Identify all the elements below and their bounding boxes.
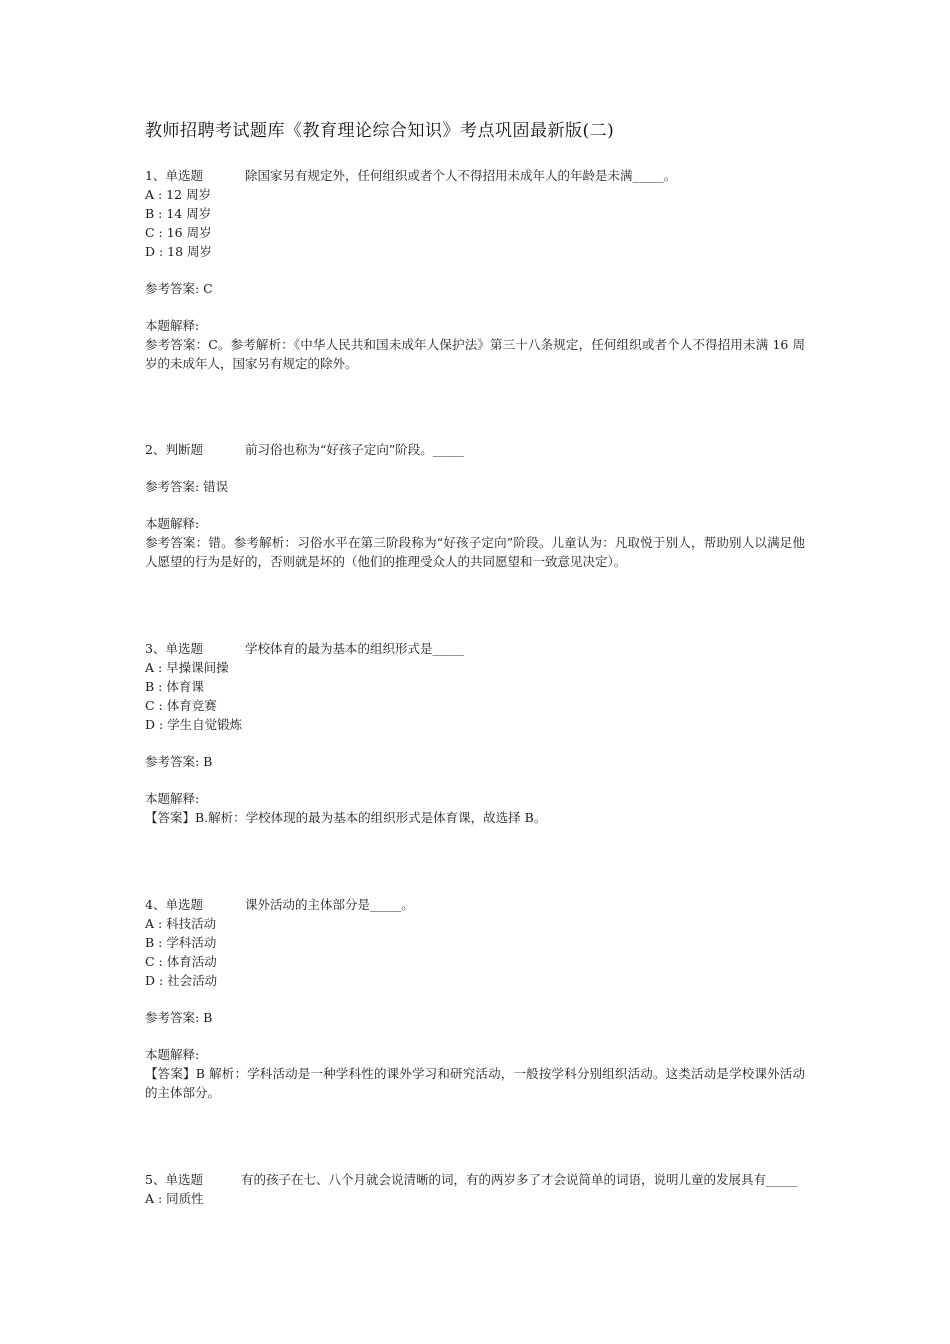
question-stem: 课外活动的主体部分是_____。 [244, 897, 414, 912]
question-3 [145, 639, 805, 827]
option-d: D : 18 周岁 [145, 244, 213, 259]
question-header [145, 895, 805, 914]
option-c: C : 体育竞赛 [145, 698, 217, 713]
question-4 [145, 895, 805, 1102]
question-header [145, 1170, 805, 1189]
question-type: 2、判断题 [145, 442, 203, 457]
explanation-heading: 本题解释: [145, 516, 200, 531]
option-b: B : 14 周岁 [145, 206, 212, 221]
question-type: 5、单选题 [145, 1172, 203, 1187]
explanation-heading: 本题解释: [145, 318, 200, 333]
option-a: A : 12 周岁 [145, 187, 212, 202]
explanation-heading: 本题解释: [145, 1047, 200, 1062]
explanation-text: 【答案】B 解析：学科活动是一种学科性的课外学习和研究活动，一般按学科分别组织活动。这类活动是学校课外活动的主体部分。 [145, 1066, 805, 1100]
question-stem: 除国家另有规定外，任何组织或者个人不得招用未成年人的年龄是未满_____。 [244, 168, 677, 183]
question-stem: 有的孩子在七、八个月就会说清晰的词，有的两岁多了才会说简单的词语，说明儿童的发展具有_____ [241, 1172, 798, 1187]
question-header [145, 639, 805, 658]
question-stem: 学校体育的最为基本的组织形式是_____ [244, 641, 464, 656]
question-type: 4、单选题 [145, 897, 203, 912]
question-1 [145, 166, 805, 373]
page-title: 教师招聘考试题库《教育理论综合知识》考点巩固最新版(二) [145, 121, 615, 141]
option-b: B : 体育课 [145, 679, 204, 694]
question-5 [145, 1170, 805, 1208]
question-header [145, 166, 805, 185]
explanation-text: 参考答案：错。参考解析：习俗水平在第三阶段称为“好孩子定向”阶段。儿童认为：凡取悦于别人，帮助别人以满足他人愿望的行为是好的，否则就是坏的（他们的推理受众人的共同愿望和一致意见决定）。 [145, 535, 805, 569]
question-type: 1、单选题 [145, 168, 203, 183]
option-a: A : 早操课间操 [145, 660, 229, 675]
option-a: A : 同质性 [145, 1191, 204, 1206]
reference-answer: 参考答案: 错误 [145, 479, 229, 494]
option-b: B : 学科活动 [145, 935, 217, 950]
reference-answer: 参考答案: B [145, 1010, 213, 1025]
option-d: D : 社会活动 [145, 973, 218, 988]
question-stem: 前习俗也称为“好孩子定向”阶段。_____ [244, 442, 465, 457]
question-type: 3、单选题 [145, 641, 203, 656]
explanation-heading: 本题解释: [145, 791, 200, 806]
option-c: C : 16 周岁 [145, 225, 212, 240]
reference-answer: 参考答案: B [145, 754, 213, 769]
explanation-text: 参考答案：C。参考解析：《中华人民共和国未成年人保护法》第三十八条规定，任何组织或者个人不得招用未满 16 周岁的未成年人，国家另有规定的除外。 [145, 337, 805, 371]
reference-answer: 参考答案: C [145, 281, 213, 296]
question-2 [145, 440, 805, 571]
explanation-text: 【答案】B.解析：学校体现的最为基本的组织形式是体育课，故选择 B。 [145, 810, 547, 825]
option-a: A : 科技活动 [145, 916, 217, 931]
option-c: C : 体育活动 [145, 954, 217, 969]
question-header [145, 440, 805, 459]
option-d: D : 学生自觉锻炼 [145, 717, 243, 732]
